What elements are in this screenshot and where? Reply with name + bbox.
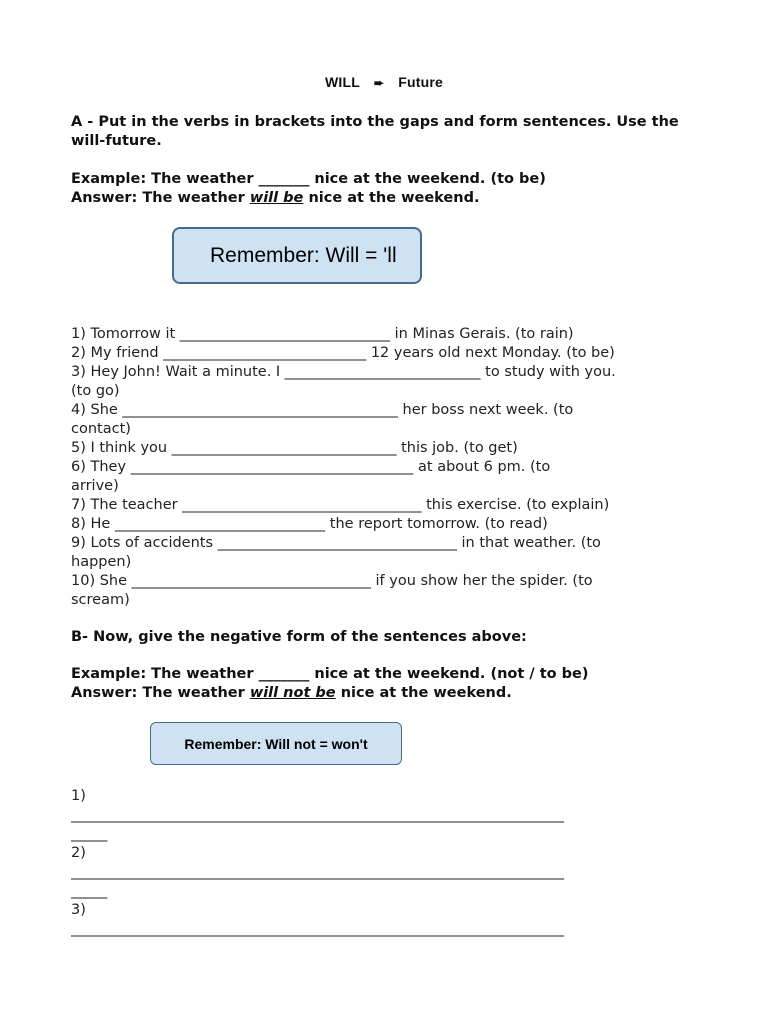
title-right: Future	[398, 74, 443, 90]
exercise-line: 2) My friend ____________________________ 12 years old next Monday. (to be)	[71, 345, 615, 361]
section-a-example-text: Example: The weather _______ nice at the weekend. (to be)	[71, 171, 546, 187]
section-b-example-text: Example: The weather _______ nice at the weekend. (not / to be)	[71, 666, 589, 682]
remember-box-will-text: Remember: Will = 'll	[210, 243, 397, 267]
answer-line: ____________________________________________________________________	[71, 864, 564, 880]
exercise-line: 10) She _________________________________ if you show her the spider. (to	[71, 573, 593, 589]
answer-line: 1)	[71, 788, 86, 804]
exercise-line: 4) She ______________________________________ her boss next week. (to	[71, 402, 574, 418]
remember-box-wont	[150, 722, 402, 765]
exercise-line: 7) The teacher _________________________________ this exercise. (to explain)	[71, 497, 610, 513]
section-a-instruction-line2: will-future.	[71, 133, 162, 149]
section-a-answer-emphasis: will be	[249, 190, 304, 206]
answer-line: 2)	[71, 845, 86, 861]
section-b-answer-suffix: nice at the weekend.	[335, 685, 512, 701]
section-a-answer-suffix: nice at the weekend.	[303, 190, 480, 206]
remember-box-will	[172, 227, 422, 284]
section-a-answer	[71, 189, 701, 208]
section-b-example	[71, 665, 701, 703]
answer-line: ____________________________________________________________________	[71, 921, 564, 937]
right-arrow-icon: ➨	[373, 76, 385, 90]
answer-line: _____	[71, 826, 108, 842]
exercise-line: 5) I think you _______________________________ this job. (to get)	[71, 440, 518, 456]
exercise-line: 8) He _____________________________ the report tomorrow. (to read)	[71, 516, 548, 532]
exercise-line: 9) Lots of accidents _________________________________ in that weather. (to	[71, 535, 601, 551]
section-a-instruction	[71, 113, 701, 151]
exercise-line: arrive)	[71, 478, 119, 494]
answer-line: ____________________________________________________________________	[71, 807, 564, 823]
exercise-line: 1) Tomorrow it _____________________________ in Minas Gerais. (to rain)	[71, 326, 574, 342]
section-a-answer-prefix: Answer: The weather	[71, 190, 250, 206]
section-b-answer	[71, 684, 701, 703]
exercise-line: (to go)	[71, 383, 120, 399]
section-a-instruction-line1: A - Put in the verbs in brackets into the gaps and form sentences. Use the	[71, 114, 679, 130]
exercise-line: 6) They _______________________________________ at about 6 pm. (to	[71, 459, 551, 475]
section-b-answer-prefix: Answer: The weather	[71, 685, 250, 701]
exercise-line: scream)	[71, 592, 130, 608]
exercise-list	[71, 325, 701, 610]
answer-lines	[71, 787, 701, 939]
answer-line: 3)	[71, 902, 86, 918]
exercise-line: contact)	[71, 421, 131, 437]
title-left: WILL	[325, 74, 360, 90]
remember-box-wont-text: Remember: Will not = won't	[184, 735, 368, 752]
section-b-instruction	[71, 628, 701, 647]
section-b-instruction-text: B- Now, give the negative form of the sentences above:	[71, 629, 527, 645]
page-title	[0, 74, 768, 90]
exercise-line: happen)	[71, 554, 132, 570]
answer-line: _____	[71, 883, 108, 899]
section-b-answer-emphasis: will not be	[249, 685, 336, 701]
exercise-line: 3) Hey John! Wait a minute. I ___________________________ to study with you.	[71, 364, 616, 380]
section-a-example	[71, 170, 701, 208]
